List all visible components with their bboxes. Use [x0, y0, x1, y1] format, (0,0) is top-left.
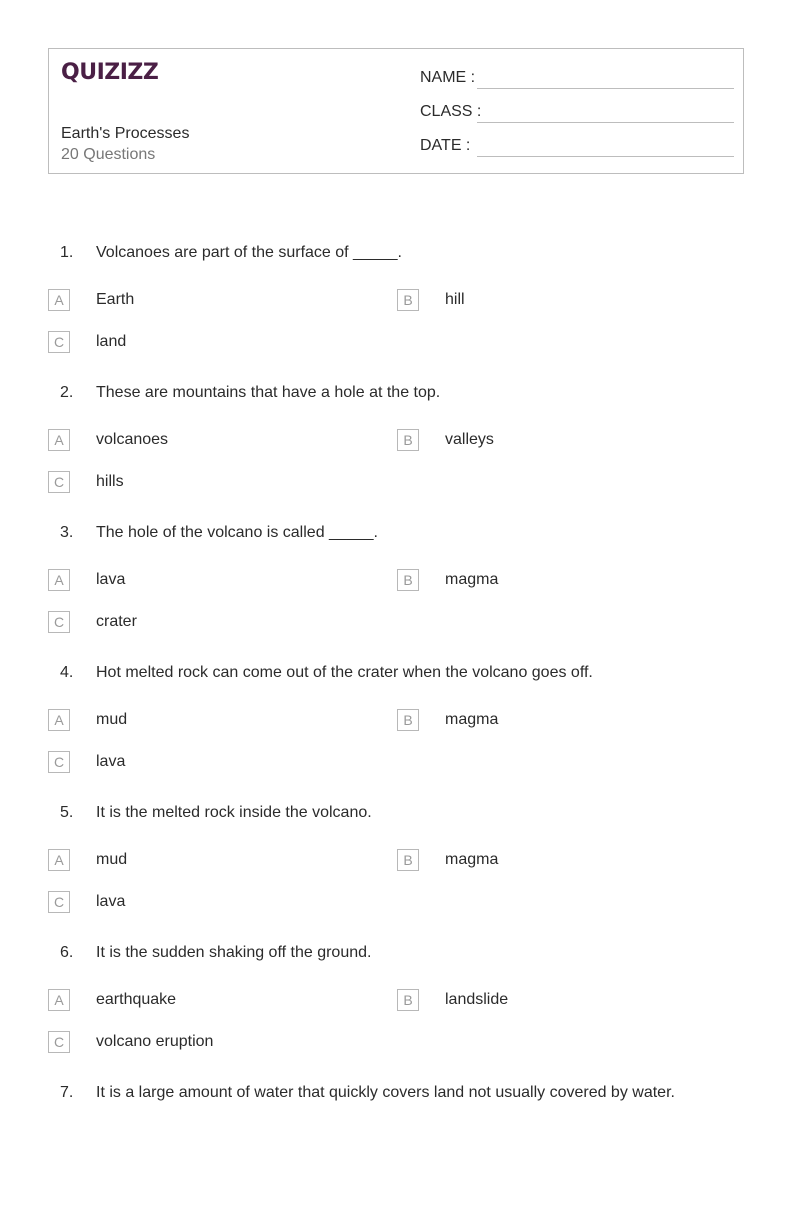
option-text: volcanoes [96, 431, 169, 448]
class-field[interactable] [420, 101, 734, 123]
name-line[interactable] [477, 88, 734, 89]
name-field[interactable] [420, 67, 734, 89]
class-line[interactable] [477, 122, 734, 123]
question-item [0, 522, 794, 662]
option-text: valleys [445, 431, 494, 448]
worksheet-header [48, 48, 744, 174]
question-number: 5. [60, 804, 74, 821]
question-number: 3. [60, 524, 74, 541]
question-text: Volcanoes are part of the surface of _____. [96, 244, 402, 261]
option-letter-box[interactable]: C [48, 471, 70, 493]
option-letter-box[interactable]: C [48, 891, 70, 913]
option-text: magma [445, 711, 499, 728]
option-text: crater [96, 613, 137, 630]
logo-text: QUIZIZZ [61, 60, 159, 85]
option-letter-box[interactable]: A [48, 709, 70, 731]
question-text: Hot melted rock can come out of the crater when the volcano goes off. [96, 664, 593, 681]
option-letter-box[interactable]: B [397, 989, 419, 1011]
option-text: mud [96, 851, 128, 868]
class-label: CLASS : [420, 103, 482, 120]
question-number: 7. [60, 1084, 74, 1101]
question-text: It is the melted rock inside the volcano. [96, 804, 372, 821]
question-text: It is the sudden shaking off the ground. [96, 944, 372, 961]
option-letter-box[interactable]: A [48, 849, 70, 871]
date-field[interactable] [420, 135, 734, 157]
option-letter-box[interactable]: B [397, 849, 419, 871]
option-text: land [96, 333, 127, 350]
question-item [0, 802, 794, 942]
question-text: It is a large amount of water that quickly covers land not usually covered by water. [96, 1084, 675, 1101]
option-text: volcano eruption [96, 1033, 214, 1050]
option-text: mud [96, 711, 128, 728]
option-text: lava [96, 753, 126, 770]
option-letter-box[interactable]: C [48, 611, 70, 633]
option-text: hill [445, 291, 465, 308]
date-line[interactable] [477, 156, 734, 157]
option-letter-box[interactable]: A [48, 569, 70, 591]
question-item [0, 942, 794, 1082]
question-item [0, 242, 794, 382]
option-text: landslide [445, 991, 509, 1008]
option-text: magma [445, 851, 499, 868]
question-item [0, 382, 794, 522]
question-item [0, 662, 794, 802]
option-text: earthquake [96, 991, 177, 1008]
option-letter-box[interactable]: C [48, 751, 70, 773]
question-text: The hole of the volcano is called _____. [96, 524, 378, 541]
option-text: lava [96, 571, 126, 588]
option-text: Earth [96, 291, 135, 308]
quizizz-logo [61, 59, 159, 87]
question-number: 6. [60, 944, 74, 961]
name-label: NAME : [420, 69, 476, 86]
option-letter-box[interactable]: A [48, 429, 70, 451]
option-letter-box[interactable]: C [48, 331, 70, 353]
option-letter-box[interactable]: C [48, 1031, 70, 1053]
option-letter-box[interactable]: B [397, 709, 419, 731]
date-label: DATE : [420, 137, 471, 154]
question-number: 2. [60, 384, 74, 401]
option-text: magma [445, 571, 499, 588]
question-item [0, 1082, 794, 1222]
option-letter-box[interactable]: A [48, 989, 70, 1011]
option-letter-box[interactable]: A [48, 289, 70, 311]
option-text: lava [96, 893, 126, 910]
question-number: 1. [60, 244, 74, 261]
option-letter-box[interactable]: B [397, 429, 419, 451]
option-text: hills [96, 473, 124, 490]
question-number: 4. [60, 664, 74, 681]
question-count: 20 Questions [61, 146, 156, 163]
option-letter-box[interactable]: B [397, 569, 419, 591]
option-letter-box[interactable]: B [397, 289, 419, 311]
question-text: These are mountains that have a hole at the top. [96, 384, 441, 401]
worksheet-title: Earth's Processes [61, 125, 190, 142]
